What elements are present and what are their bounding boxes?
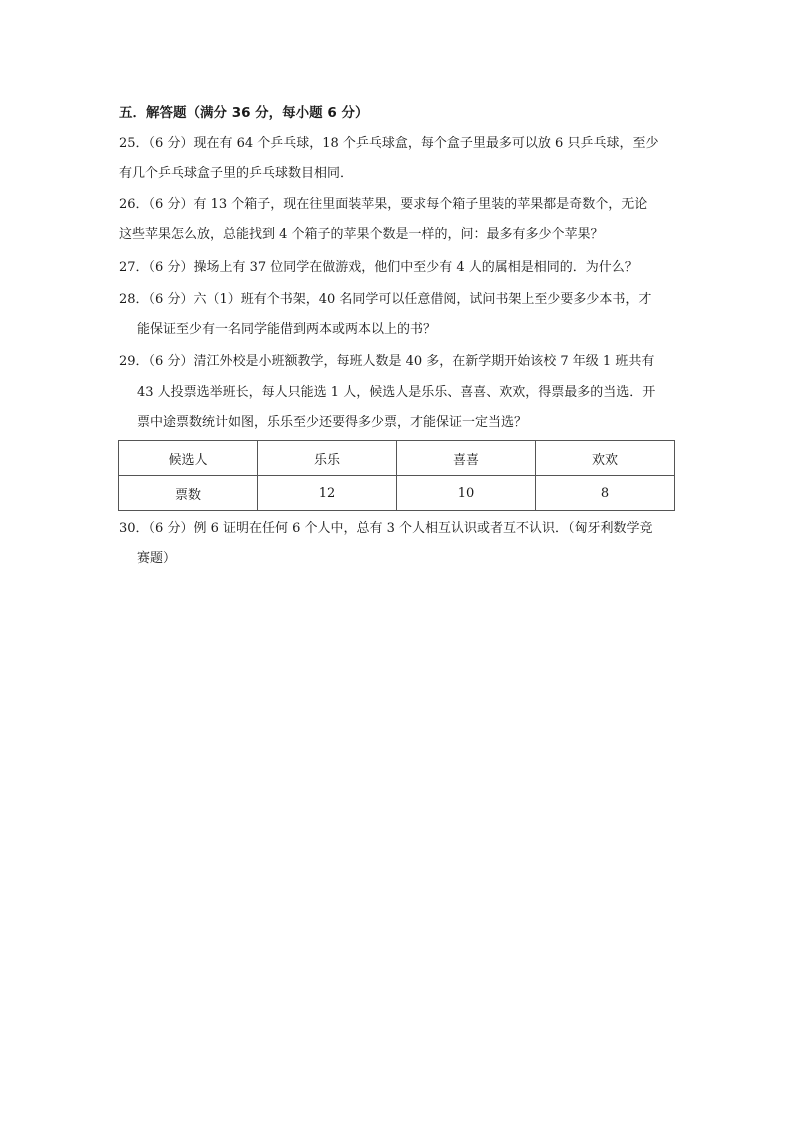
table-cell-xixi-header: 喜喜 <box>397 441 536 476</box>
table-cell-xixi-votes: 10 <box>397 476 536 511</box>
table-cell-candidate-header: 候选人 <box>119 441 258 476</box>
table-cell-lele-header: 乐乐 <box>258 441 397 476</box>
table-cell-votes-label: 票数 <box>119 476 258 511</box>
question-25-line-1: 25．（6 分）现在有 64 个乒乓球，18 个乒乓球盒，每个盒子里最多可以放 6 只乒乓球，至少 <box>119 136 659 151</box>
table-row <box>119 476 675 511</box>
table-cell-huanhuan-header: 欢欢 <box>536 441 675 476</box>
question-29-line-1: 29．（6 分）清江外校是小班额教学，每班人数是 40 多，在新学期开始该校 7 年级 1 班共有 <box>119 354 655 369</box>
question-25-line-2: 有几个乒乓球盒子里的乒乓球数目相同． <box>119 166 354 181</box>
table-cell-huanhuan-votes: 8 <box>536 476 675 511</box>
table-cell-lele-votes: 12 <box>258 476 397 511</box>
table-header-row <box>119 441 675 476</box>
vote-count-table <box>118 440 675 511</box>
question-29-line-3: 票中途票数统计如图，乐乐至少还要得多少票，才能保证一定当选？ <box>137 415 528 430</box>
question-27-line-1: 27．（6 分）操场上有 37 位同学在做游戏，他们中至少有 4 人的属相是相同的．为什么？ <box>119 260 638 275</box>
question-26-line-1: 26．（6 分）有 13 个箱子，现在往里面装苹果，要求每个箱子里装的苹果都是奇数个，无论 <box>119 197 648 212</box>
question-28-line-1: 28．（6 分）六（1）班有个书架，40 名同学可以任意借阅，试问书架上至少要多少本书，才 <box>119 292 652 307</box>
question-26-line-2: 这些苹果怎么放，总能找到 4 个箱子的苹果个数是一样的，问：最多有多少个苹果？ <box>119 227 604 242</box>
section-title: 五．解答题（满分 36 分，每小题 6 分） <box>119 105 369 121</box>
question-29-line-2: 43 人投票选举班长，每人只能选 1 人，候选人是乐乐、喜喜、欢欢，得票最多的当选．开 <box>137 385 656 400</box>
question-28-line-2: 能保证至少有一名同学能借到两本或两本以上的书？ <box>137 322 437 337</box>
question-30-line-2: 赛题） <box>137 551 177 566</box>
question-30-line-1: 30．（6 分）例 6 证明在任何 6 个人中，总有 3 个人相互认识或者互不认识．（匈牙利数学竞 <box>119 521 653 536</box>
